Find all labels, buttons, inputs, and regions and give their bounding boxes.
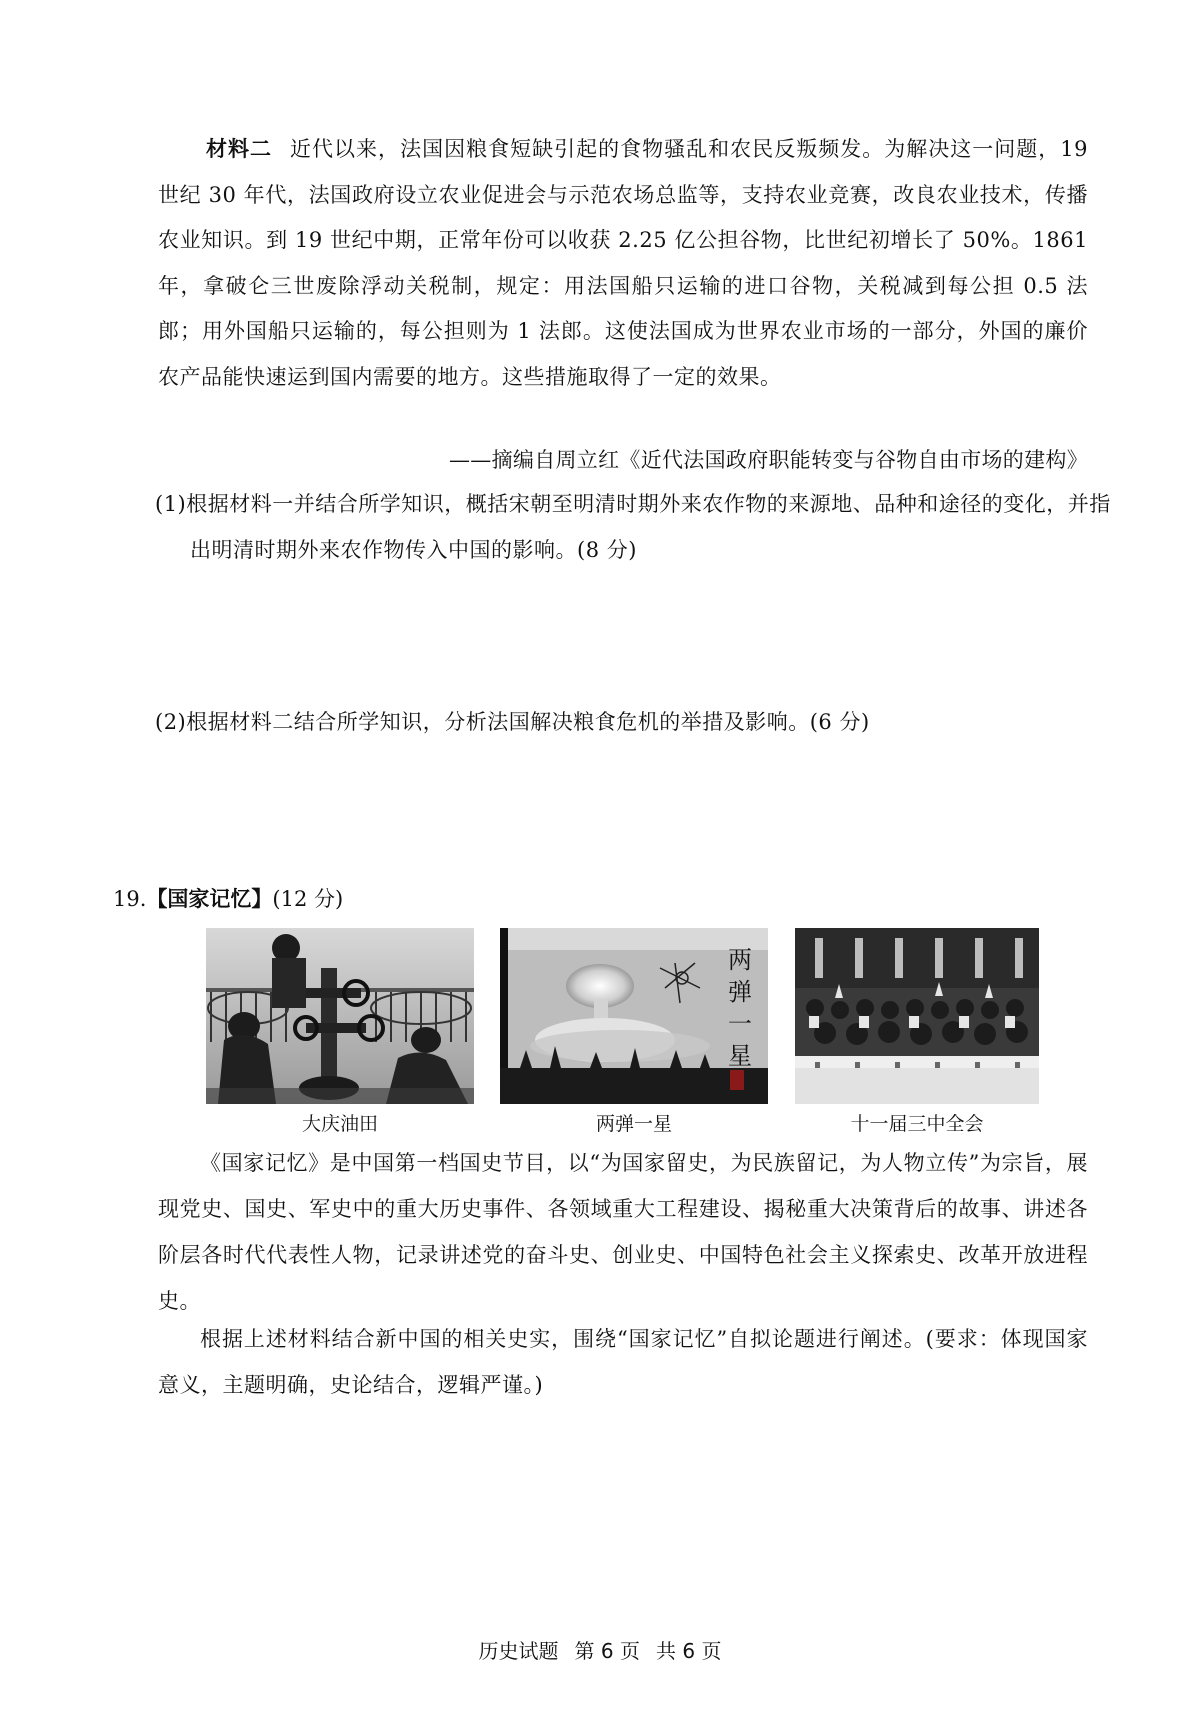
question-2: (2)根据材料二结合所学知识，分析法国解决粮食危机的举措及影响。(6 分): [155, 710, 870, 734]
question-19-header: [113, 879, 343, 919]
two-bombs-poster: [500, 928, 768, 1104]
question-1: (1)根据材料一并结合所学知识，概括宋朝至明清时期外来农作物的来源地、品种和途径的变化，并指出明清时期外来农作物传入中国的影响。(8 分): [155, 492, 1111, 562]
caption-daqing: 大庆油田: [301, 1113, 378, 1135]
material-two-text: 近代以来，法国因粮食短缺引起的食物骚乱和农民反叛频发。为解决这一问题，19 世纪 30 年代，法国政府设立农业促进会与示范农场总监等，支持农业竞赛，改良农业技术，传播农业知识。到 19 世纪中期，正常年份可以收获 2.25 亿公担谷物，比世纪初增长了 50%。1861 年，拿破仑三世废除浮动关税制，规定：用法国船只运输的进口谷物，关税减到每公担 0.5 法郎；用外国船只运输的，每公担则为 1 法郎。这使法国成为世界农业市场的一部分，外国的廉价农产品能快速运到国内需要的地方。这些措施取得了一定的效果。: [158, 137, 1089, 389]
page-footer: [0, 1635, 1200, 1664]
question-19-title: 【国家记忆】: [146, 886, 273, 911]
caption-two-bombs: 两弹一星: [595, 1113, 672, 1135]
material-two-label: 材料二: [206, 136, 273, 161]
figure-daqing: [206, 928, 474, 1135]
daqing-oilfield-photo: [206, 928, 474, 1104]
material-two-paragraph: [158, 126, 1088, 400]
question-19-points: (12 分): [272, 887, 344, 911]
footer-total: 共 6 页: [656, 1639, 722, 1663]
footer-subject: 历史试题: [478, 1639, 559, 1663]
third-plenum-photo: [795, 928, 1039, 1104]
svg-text:星: 星: [728, 1042, 752, 1070]
poster-calligraphy: 两: [728, 946, 752, 974]
svg-text:弹: 弹: [728, 978, 752, 1006]
material-two-source: ——摘编自周立红《近代法国政府职能转变与谷物自由市场的建构》: [449, 448, 1088, 472]
figure-two-bombs: [500, 928, 768, 1135]
footer-page: 第 6 页: [574, 1639, 640, 1663]
question-19-paragraph-1: 《国家记忆》是中国第一档国史节目，以“为国家留史，为民族留记，为人物立传”为宗旨，展现党史、国史、军史中的重大历史事件、各领域重大工程建设、揭秘重大决策背后的故事、讲述各阶层各时代代表性人物，记录讲述党的奋斗史、创业史、中国特色社会主义探索史、改革开放进程史。: [158, 1151, 1088, 1313]
question-19-paragraph-2: 根据上述材料结合新中国的相关史实，围绕“国家记忆”自拟论题进行阐述。(要求：体现国家意义，主题明确，史论结合，逻辑严谨。): [158, 1327, 1088, 1397]
svg-text:一: 一: [728, 1010, 752, 1038]
question-19-number: 19.: [113, 887, 147, 911]
caption-third-plenum: 十一届三中全会: [850, 1113, 984, 1135]
figure-third-plenum: [795, 928, 1039, 1135]
